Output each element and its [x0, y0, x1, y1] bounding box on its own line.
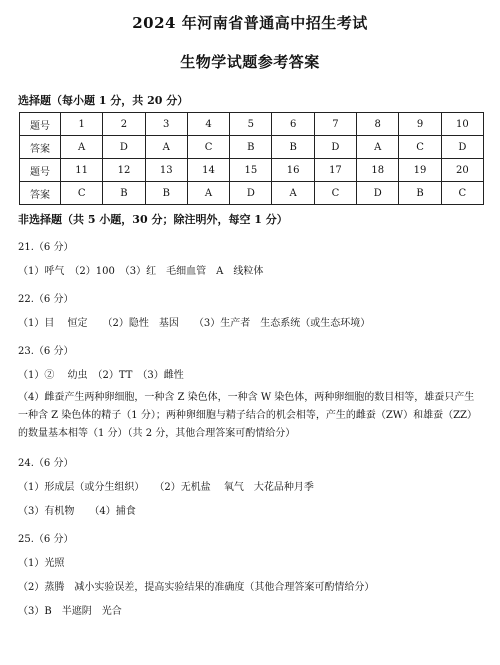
table-row-answers-2 [20, 182, 484, 205]
answer-cell: C [61, 182, 103, 205]
question-number: 8 [357, 113, 399, 136]
answer-sheet-page [0, 12, 500, 665]
table-row-numbers-1 [20, 113, 484, 136]
answer-cell: B [103, 182, 145, 205]
row-label-question: 题号 [20, 113, 61, 136]
question-number: 6 [272, 113, 314, 136]
question-number: 1 [61, 113, 103, 136]
question-number: 4 [187, 113, 229, 136]
question-23-heading: 23.（6 分） [18, 346, 74, 357]
answer-cell: A [187, 182, 229, 205]
question-number: 16 [272, 159, 314, 182]
question-21-heading: 21.（6 分） [18, 242, 74, 253]
answer-cell: D [230, 182, 272, 205]
question-number: 18 [357, 159, 399, 182]
answer-cell: B [272, 136, 314, 159]
question-22-answer: （1）目 恒定 （2）隐性 基因 （3）生产者 生态系统（或生态环境） [18, 318, 371, 329]
question-24-heading: 24.（6 分） [18, 458, 74, 469]
question-number: 17 [314, 159, 356, 182]
answer-cell: A [357, 136, 399, 159]
table-row-numbers-2 [20, 159, 484, 182]
question-25-answer-1: （1）光照 [18, 558, 65, 569]
answer-cell: B [399, 182, 441, 205]
page-subtitle: 生物学试题参考答案 [180, 53, 320, 71]
answer-cell: B [230, 136, 272, 159]
answer-cell: D [357, 182, 399, 205]
answer-cell: A [61, 136, 103, 159]
answer-cell: D [441, 136, 483, 159]
question-number: 3 [145, 113, 187, 136]
question-25-answer-2: （2）蒸腾 减小实验误差，提高实验结果的准确度（其他合理答案可酌情给分） [18, 582, 375, 593]
question-number: 5 [230, 113, 272, 136]
answer-cell: C [441, 182, 483, 205]
question-25-heading: 25.（6 分） [18, 534, 74, 545]
question-number: 11 [61, 159, 103, 182]
row-label-answer: 答案 [20, 136, 61, 159]
question-number: 13 [145, 159, 187, 182]
page-title: 2024 年河南省普通高中招生考试 [132, 14, 368, 32]
question-number: 12 [103, 159, 145, 182]
question-22-heading: 22.（6 分） [18, 294, 74, 305]
question-21-answer: （1）呼气 （2）100 （3）红 毛细血管 A 线粒体 [18, 266, 264, 277]
question-number: 15 [230, 159, 272, 182]
question-number: 7 [314, 113, 356, 136]
question-number: 10 [441, 113, 483, 136]
question-25-answer-3: （3）B 半遮阴 光合 [18, 606, 122, 617]
answer-cell: C [399, 136, 441, 159]
answer-cell: A [272, 182, 314, 205]
row-label-question: 题号 [20, 159, 61, 182]
choice-section-heading: 选择题（每小题 1 分，共 20 分） [18, 94, 189, 107]
answer-cell: B [145, 182, 187, 205]
question-number: 2 [103, 113, 145, 136]
question-24-answer-3-4: （3）有机物 （4）捕食 [18, 506, 136, 517]
choice-answer-table [19, 112, 484, 205]
question-number: 14 [187, 159, 229, 182]
question-number: 9 [399, 113, 441, 136]
answer-cell: D [103, 136, 145, 159]
question-number: 20 [441, 159, 483, 182]
answer-cell: C [314, 182, 356, 205]
question-23-answer-4: （4）雌蚕产生两种卵细胞，一种含 Z 染色体，一种含 W 染色体，两种卵细胞的数目相等，雄蚕只产生一种含 Z 染色体的精子（1 分）；两种卵细胞与精子结合的机会相等，产生的雌蚕（ZW）和雄蚕（ZZ）的数量基本相等（1 分）（共 2 分，其他合理答案可酌情给分） [18, 392, 477, 439]
row-label-answer: 答案 [20, 182, 61, 205]
table-row-answers-1 [20, 136, 484, 159]
question-number: 19 [399, 159, 441, 182]
question-23-answer-1-3: （1）② 幼虫 （2）TT （3）雌性 [18, 370, 184, 381]
answer-cell: A [145, 136, 187, 159]
question-24-answer-1-2: （1）形成层（或分生组织） （2）无机盐 氧气 大花品种月季 [18, 482, 314, 493]
nonchoice-section-heading: 非选择题（共 5 小题，30 分；除注明外，每空 1 分） [18, 213, 288, 226]
answer-cell: D [314, 136, 356, 159]
answer-cell: C [187, 136, 229, 159]
